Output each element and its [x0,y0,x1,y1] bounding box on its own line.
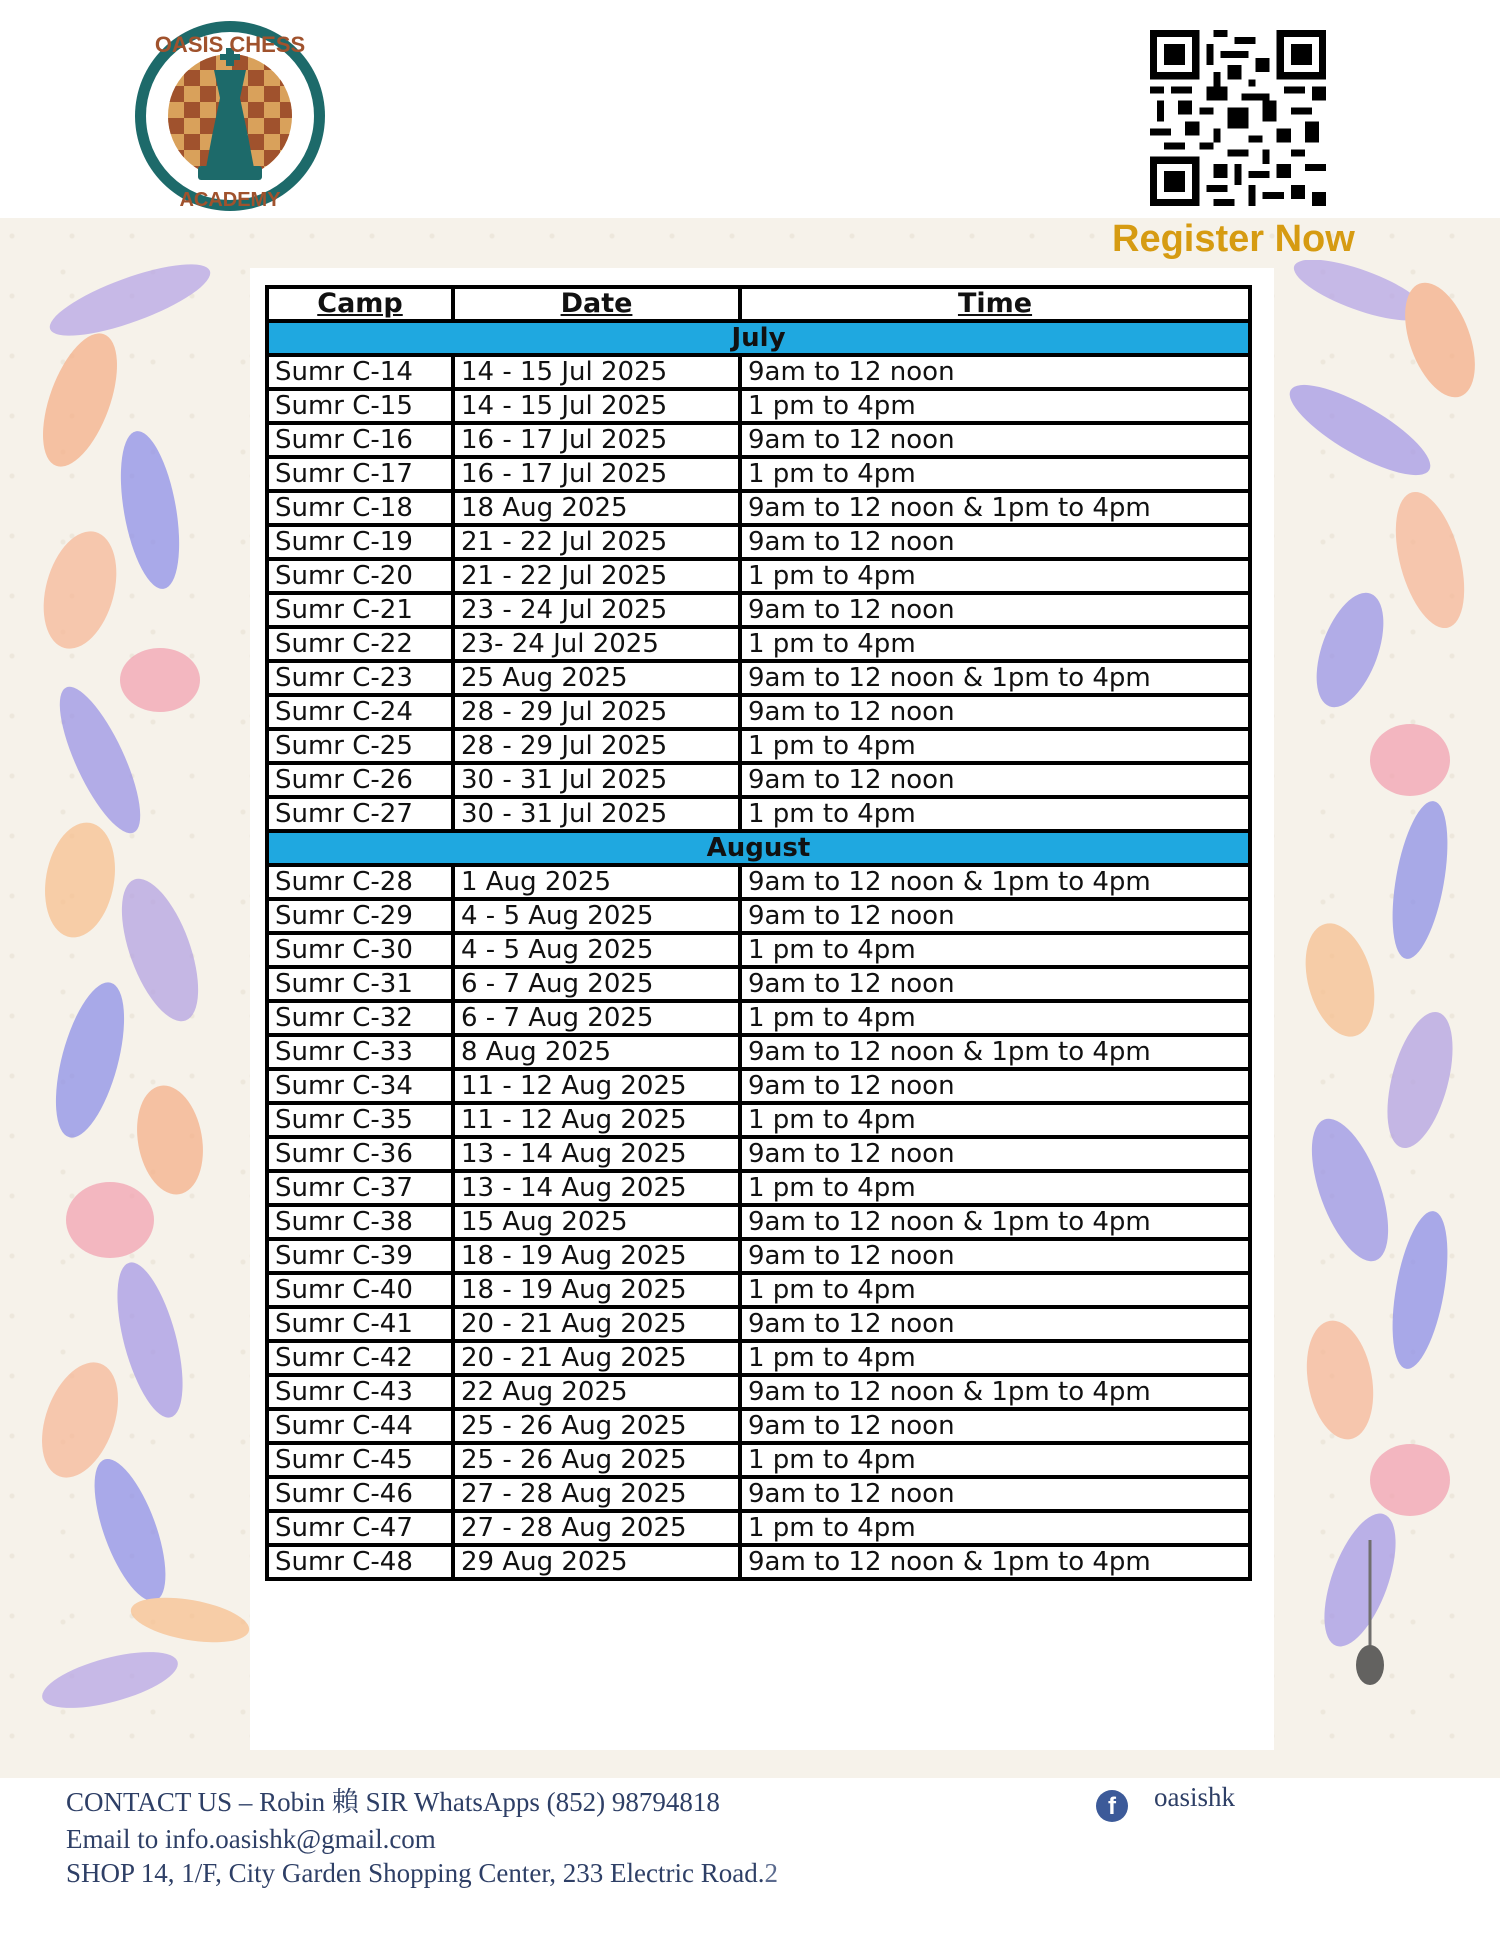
cell-date: 18 Aug 2025 [453,491,740,525]
cell-date: 15 Aug 2025 [453,1205,740,1239]
table-row [267,1545,1250,1579]
facebook-handle[interactable]: oasishk [1154,1782,1235,1812]
logo-bottom-text: ACADEMY [179,189,281,211]
chess-academy-logo [132,18,328,214]
table-row [267,1307,1250,1341]
table-row [267,525,1250,559]
cell-time: 9am to 12 noon [740,1239,1250,1273]
table-row [267,389,1250,423]
table-row [267,763,1250,797]
cell-date: 30 - 31 Jul 2025 [453,797,740,831]
cell-camp: Sumr C-46 [267,1477,453,1511]
cell-date: 28 - 29 Jul 2025 [453,729,740,763]
cell-time: 9am to 12 noon & 1pm to 4pm [740,661,1250,695]
camp-schedule-table [265,285,1252,1581]
month-row [267,831,1250,865]
month-label: August [267,831,1250,865]
table-row [267,933,1250,967]
table-row [267,1001,1250,1035]
cell-date: 28 - 29 Jul 2025 [453,695,740,729]
schedule-body [267,321,1250,1579]
cell-time: 9am to 12 noon & 1pm to 4pm [740,491,1250,525]
cell-camp: Sumr C-18 [267,491,453,525]
table-row [267,457,1250,491]
header-camp: Camp [267,287,453,321]
cell-camp: Sumr C-30 [267,933,453,967]
cell-camp: Sumr C-35 [267,1103,453,1137]
cell-date: 11 - 12 Aug 2025 [453,1069,740,1103]
cell-camp: Sumr C-32 [267,1001,453,1035]
cell-date: 6 - 7 Aug 2025 [453,1001,740,1035]
contact-line: CONTACT US – Robin 賴 SIR WhatsApps (852) 98794818 [66,1787,720,1817]
cell-time: 9am to 12 noon & 1pm to 4pm [740,865,1250,899]
feather-border-left [20,260,250,1740]
cell-date: 6 - 7 Aug 2025 [453,967,740,1001]
cell-time: 1 pm to 4pm [740,1341,1250,1375]
table-row [267,1103,1250,1137]
cell-camp: Sumr C-25 [267,729,453,763]
cell-date: 8 Aug 2025 [453,1035,740,1069]
cell-camp: Sumr C-45 [267,1443,453,1477]
cell-date: 30 - 31 Jul 2025 [453,763,740,797]
table-row [267,865,1250,899]
cell-camp: Sumr C-40 [267,1273,453,1307]
month-label: July [267,321,1250,355]
table-row [267,1069,1250,1103]
qr-code-icon[interactable] [1150,30,1326,206]
cell-camp: Sumr C-23 [267,661,453,695]
cell-time: 1 pm to 4pm [740,1511,1250,1545]
cell-time: 9am to 12 noon [740,1137,1250,1171]
table-row [267,355,1250,389]
cell-date: 27 - 28 Aug 2025 [453,1511,740,1545]
table-row [267,1035,1250,1069]
cell-date: 14 - 15 Jul 2025 [453,355,740,389]
table-row [267,1477,1250,1511]
cell-camp: Sumr C-29 [267,899,453,933]
cell-camp: Sumr C-33 [267,1035,453,1069]
facebook-icon[interactable]: f [1096,1790,1128,1822]
cell-date: 4 - 5 Aug 2025 [453,933,740,967]
cell-camp: Sumr C-27 [267,797,453,831]
cell-time: 9am to 12 noon [740,1069,1250,1103]
cell-time: 9am to 12 noon [740,695,1250,729]
cell-time: 1 pm to 4pm [740,1001,1250,1035]
cell-date: 13 - 14 Aug 2025 [453,1137,740,1171]
cell-camp: Sumr C-16 [267,423,453,457]
cell-date: 27 - 28 Aug 2025 [453,1477,740,1511]
table-row [267,1171,1250,1205]
cell-camp: Sumr C-28 [267,865,453,899]
cell-time: 1 pm to 4pm [740,1171,1250,1205]
cell-time: 9am to 12 noon [740,1409,1250,1443]
cell-date: 11 - 12 Aug 2025 [453,1103,740,1137]
cell-time: 1 pm to 4pm [740,797,1250,831]
cell-camp: Sumr C-41 [267,1307,453,1341]
cell-time: 9am to 12 noon [740,1307,1250,1341]
table-row [267,899,1250,933]
table-row [267,967,1250,1001]
cell-date: 13 - 14 Aug 2025 [453,1171,740,1205]
cell-date: 23- 24 Jul 2025 [453,627,740,661]
cell-date: 18 - 19 Aug 2025 [453,1273,740,1307]
cell-camp: Sumr C-14 [267,355,453,389]
table-header-row [267,287,1250,321]
cell-time: 9am to 12 noon & 1pm to 4pm [740,1205,1250,1239]
cell-time: 1 pm to 4pm [740,933,1250,967]
cell-time: 9am to 12 noon [740,967,1250,1001]
cell-camp: Sumr C-47 [267,1511,453,1545]
table-row [267,627,1250,661]
cell-camp: Sumr C-24 [267,695,453,729]
cell-date: 16 - 17 Jul 2025 [453,423,740,457]
cell-date: 18 - 19 Aug 2025 [453,1239,740,1273]
cell-camp: Sumr C-37 [267,1171,453,1205]
cell-camp: Sumr C-36 [267,1137,453,1171]
table-row [267,1409,1250,1443]
address-line [66,1858,778,1889]
table-row [267,1375,1250,1409]
feather-border-right [1270,260,1500,1740]
table-row [267,661,1250,695]
cell-date: 1 Aug 2025 [453,865,740,899]
table-row [267,1443,1250,1477]
cell-date: 21 - 22 Jul 2025 [453,559,740,593]
cell-time: 9am to 12 noon [740,355,1250,389]
cell-time: 9am to 12 noon [740,899,1250,933]
cell-camp: Sumr C-22 [267,627,453,661]
cell-camp: Sumr C-39 [267,1239,453,1273]
cell-time: 9am to 12 noon & 1pm to 4pm [740,1035,1250,1069]
page-number: 2 [764,1858,778,1888]
cell-time: 9am to 12 noon [740,525,1250,559]
cell-date: 25 - 26 Aug 2025 [453,1409,740,1443]
table-row [267,1273,1250,1307]
cell-camp: Sumr C-34 [267,1069,453,1103]
cell-camp: Sumr C-17 [267,457,453,491]
cell-date: 20 - 21 Aug 2025 [453,1307,740,1341]
cell-date: 25 - 26 Aug 2025 [453,1443,740,1477]
cell-time: 1 pm to 4pm [740,389,1250,423]
cell-camp: Sumr C-15 [267,389,453,423]
cell-camp: Sumr C-26 [267,763,453,797]
cell-date: 21 - 22 Jul 2025 [453,525,740,559]
table-row [267,423,1250,457]
cell-date: 23 - 24 Jul 2025 [453,593,740,627]
cell-time: 1 pm to 4pm [740,1443,1250,1477]
table-row [267,797,1250,831]
cell-camp: Sumr C-21 [267,593,453,627]
cell-time: 1 pm to 4pm [740,729,1250,763]
cell-time: 9am to 12 noon [740,423,1250,457]
cell-camp: Sumr C-43 [267,1375,453,1409]
table-row [267,1205,1250,1239]
table-row [267,1239,1250,1273]
header-date: Date [453,287,740,321]
cell-camp: Sumr C-44 [267,1409,453,1443]
cell-date: 14 - 15 Jul 2025 [453,389,740,423]
address-text: SHOP 14, 1/F, City Garden Shopping Center, 233 Electric Road. [66,1858,765,1888]
table-row [267,491,1250,525]
table-row [267,559,1250,593]
cell-date: 16 - 17 Jul 2025 [453,457,740,491]
cell-time: 9am to 12 noon [740,593,1250,627]
table-row [267,1137,1250,1171]
cell-camp: Sumr C-20 [267,559,453,593]
month-row [267,321,1250,355]
cell-time: 1 pm to 4pm [740,1273,1250,1307]
cell-date: 20 - 21 Aug 2025 [453,1341,740,1375]
cell-date: 29 Aug 2025 [453,1545,740,1579]
cell-time: 1 pm to 4pm [740,627,1250,661]
cell-date: 22 Aug 2025 [453,1375,740,1409]
header-time: Time [740,287,1250,321]
cell-camp: Sumr C-48 [267,1545,453,1579]
cell-time: 9am to 12 noon [740,1477,1250,1511]
cell-camp: Sumr C-42 [267,1341,453,1375]
cell-camp: Sumr C-19 [267,525,453,559]
table-row [267,1511,1250,1545]
cell-camp: Sumr C-31 [267,967,453,1001]
cell-time: 9am to 12 noon & 1pm to 4pm [740,1375,1250,1409]
cell-time: 1 pm to 4pm [740,457,1250,491]
cell-time: 9am to 12 noon & 1pm to 4pm [740,1545,1250,1579]
cell-date: 25 Aug 2025 [453,661,740,695]
email-line[interactable]: Email to info.oasishk@gmail.com [66,1824,436,1854]
cell-time: 1 pm to 4pm [740,1103,1250,1137]
table-row [267,1341,1250,1375]
table-row [267,729,1250,763]
logo-top-text: OASIS CHESS [154,32,306,57]
cell-time: 1 pm to 4pm [740,559,1250,593]
cell-time: 9am to 12 noon [740,763,1250,797]
register-now-link[interactable]: Register Now [1112,218,1355,260]
cell-date: 4 - 5 Aug 2025 [453,899,740,933]
table-row [267,695,1250,729]
cell-camp: Sumr C-38 [267,1205,453,1239]
table-row [267,593,1250,627]
